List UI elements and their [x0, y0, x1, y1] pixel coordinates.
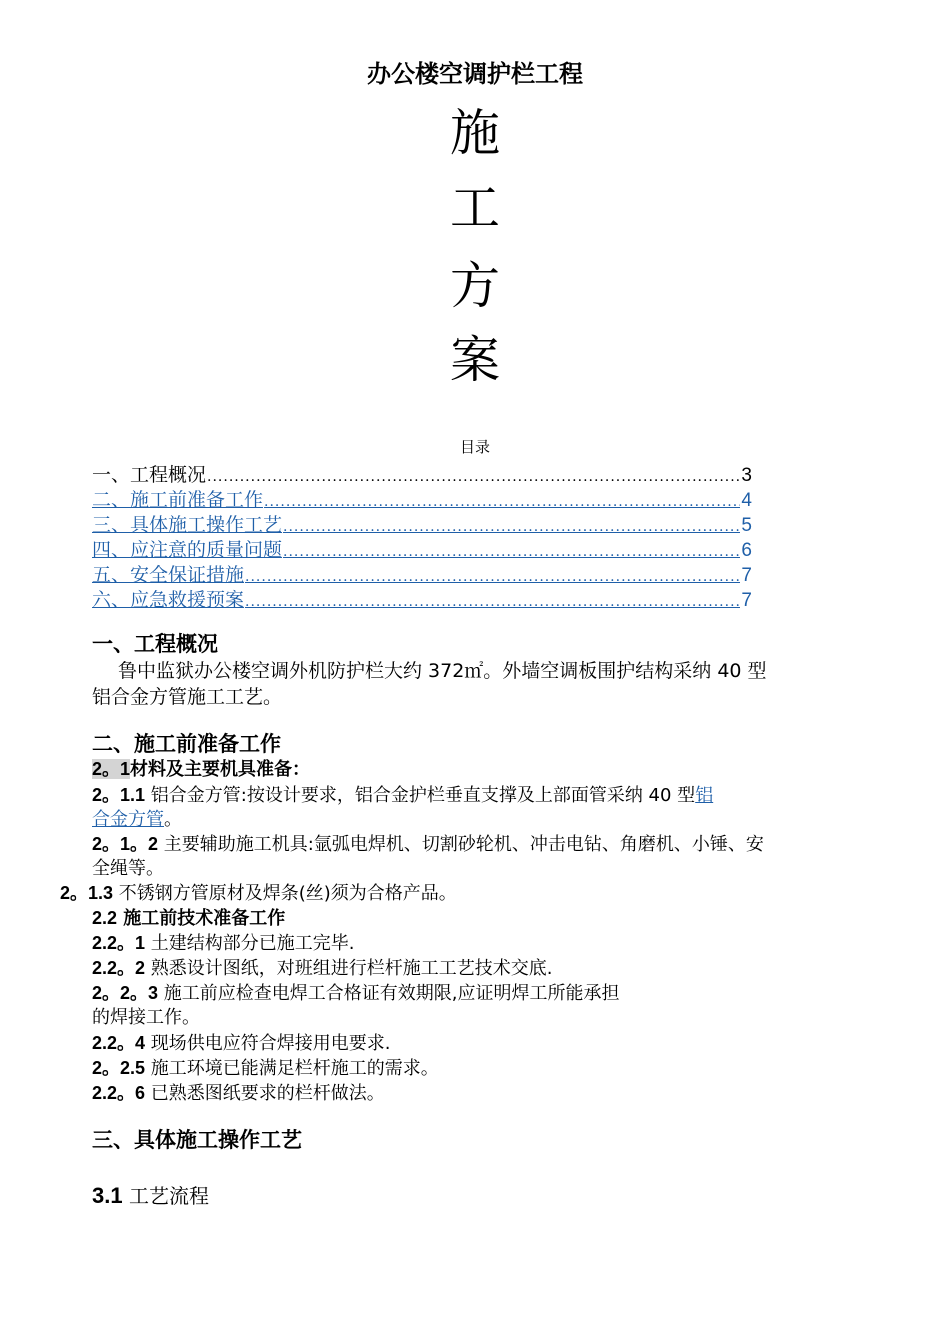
toc-link[interactable] [92, 535, 752, 560]
paragraph-line: 的焊接工作。 [92, 1007, 200, 1028]
toc-link[interactable] [92, 485, 752, 510]
paragraph-line: 鲁中监狱办公楼空调外机防护栏大约 372㎡。外墙空调板围护结构采纳 40 型 [118, 660, 767, 682]
document-title: 办公楼空调护栏工程 [367, 60, 583, 88]
item-number: 2。1。2 [92, 834, 159, 854]
toc-leader-dots [207, 469, 740, 485]
big-title-char-4: 案 [450, 331, 500, 389]
toc-item-page: 3 [741, 465, 752, 486]
subsection-heading [92, 1180, 209, 1209]
item-text: 施工前技术准备工作 [117, 908, 286, 929]
item-number: 2.2。2 [92, 958, 146, 978]
toc-item-label: 五、安全保证措施 [92, 564, 245, 586]
toc-item-page: 4 [741, 490, 752, 511]
inline-link[interactable]: 合金方管 [92, 809, 164, 830]
toc-leader-dots [245, 594, 740, 610]
item-text: 土建结构部分已施工完毕. [145, 933, 355, 954]
item-text: 施工前应检查电焊工合格证有效期限,应证明焊工所能承担 [158, 983, 620, 1004]
toc-item-page: 7 [741, 590, 752, 611]
paragraph-line [92, 931, 355, 956]
item-text: 主要辅助施工机具:氩弧电焊机、切割砂轮机、冲击电钻、角磨机、小锤、安 [158, 834, 764, 855]
big-title-char-1: 施 [450, 104, 500, 162]
inline-link[interactable]: 铝 [695, 785, 714, 806]
paragraph-line [92, 981, 620, 1006]
item-number: 2。2。3 [92, 983, 159, 1003]
toc-leader-dots [245, 569, 740, 585]
toc-leader-dots [283, 544, 740, 560]
toc-heading: 目录 [459, 438, 490, 456]
toc-link[interactable] [92, 585, 752, 610]
section-heading: 二、施工前准备工作 [92, 732, 281, 756]
toc-leader-dots [264, 494, 740, 510]
paragraph-line [92, 808, 182, 832]
item-text: 工艺流程 [122, 1184, 209, 1208]
subsection-heading [92, 757, 310, 782]
subsection-heading [92, 906, 285, 931]
paragraph-line [92, 832, 764, 857]
item-number: 2。1.1 [92, 785, 146, 805]
toc-item-label: 四、应注意的质量问题 [92, 539, 283, 561]
paragraph-line [92, 783, 713, 808]
item-text: 熟悉设计图纸，对班组进行栏杆施工工艺技术交底. [145, 958, 553, 979]
toc-item-label: 六、应急救援预案 [92, 589, 245, 611]
paragraph-line [92, 1081, 385, 1106]
section-heading: 三、具体施工操作工艺 [92, 1128, 302, 1152]
big-title-char-2: 工 [450, 179, 500, 237]
item-number: 2.2 [92, 908, 118, 928]
toc-item-page: 5 [741, 515, 752, 536]
item-text: 铝合金方管:按设计要求，铝合金护栏垂直支撑及上部面管采纳 40 型 [145, 785, 696, 806]
big-title-char-3: 方 [450, 257, 500, 315]
toc-item-page: 6 [741, 540, 752, 561]
item-text: 。 [164, 809, 182, 830]
item-number: 2。2.5 [92, 1058, 146, 1078]
item-number: 3.1 [92, 1183, 123, 1208]
item-text: 已熟悉图纸要求的栏杆做法。 [145, 1083, 385, 1104]
item-number: 2.2。6 [92, 1083, 146, 1103]
paragraph-line [92, 956, 553, 981]
toc-item-label: 三、具体施工操作工艺 [92, 514, 283, 536]
item-text: 材料及主要机具准备： [130, 759, 311, 780]
toc-link[interactable] [92, 510, 752, 535]
item-text: 施工环境已能满足栏杆施工的需求。 [145, 1058, 439, 1079]
item-number: 2。1 [92, 759, 131, 779]
item-number: 2.2。4 [92, 1033, 146, 1053]
item-text: 不锈钢方管原材及焊条(丝)须为合格产品。 [113, 883, 457, 904]
item-number: 2.2。1 [92, 933, 146, 953]
paragraph-line [60, 881, 457, 906]
toc-item-label: 二、施工前准备工作 [92, 489, 264, 511]
paragraph-line [92, 1056, 439, 1081]
paragraph-line: 铝合金方管施工工艺。 [92, 686, 283, 708]
toc-item-page: 7 [741, 565, 752, 586]
paragraph-line: 全绳等。 [92, 858, 164, 879]
toc-item[interactable] [92, 460, 752, 485]
item-number: 2。1.3 [60, 883, 114, 903]
paragraph-line [92, 1031, 391, 1056]
item-text: 现场供电应符合焊接用电要求. [145, 1033, 391, 1054]
section-heading: 一、工程概况 [92, 632, 218, 656]
toc-item-label: 一、工程概况 [92, 464, 207, 486]
toc-link[interactable] [92, 560, 752, 585]
toc-leader-dots [283, 519, 740, 535]
